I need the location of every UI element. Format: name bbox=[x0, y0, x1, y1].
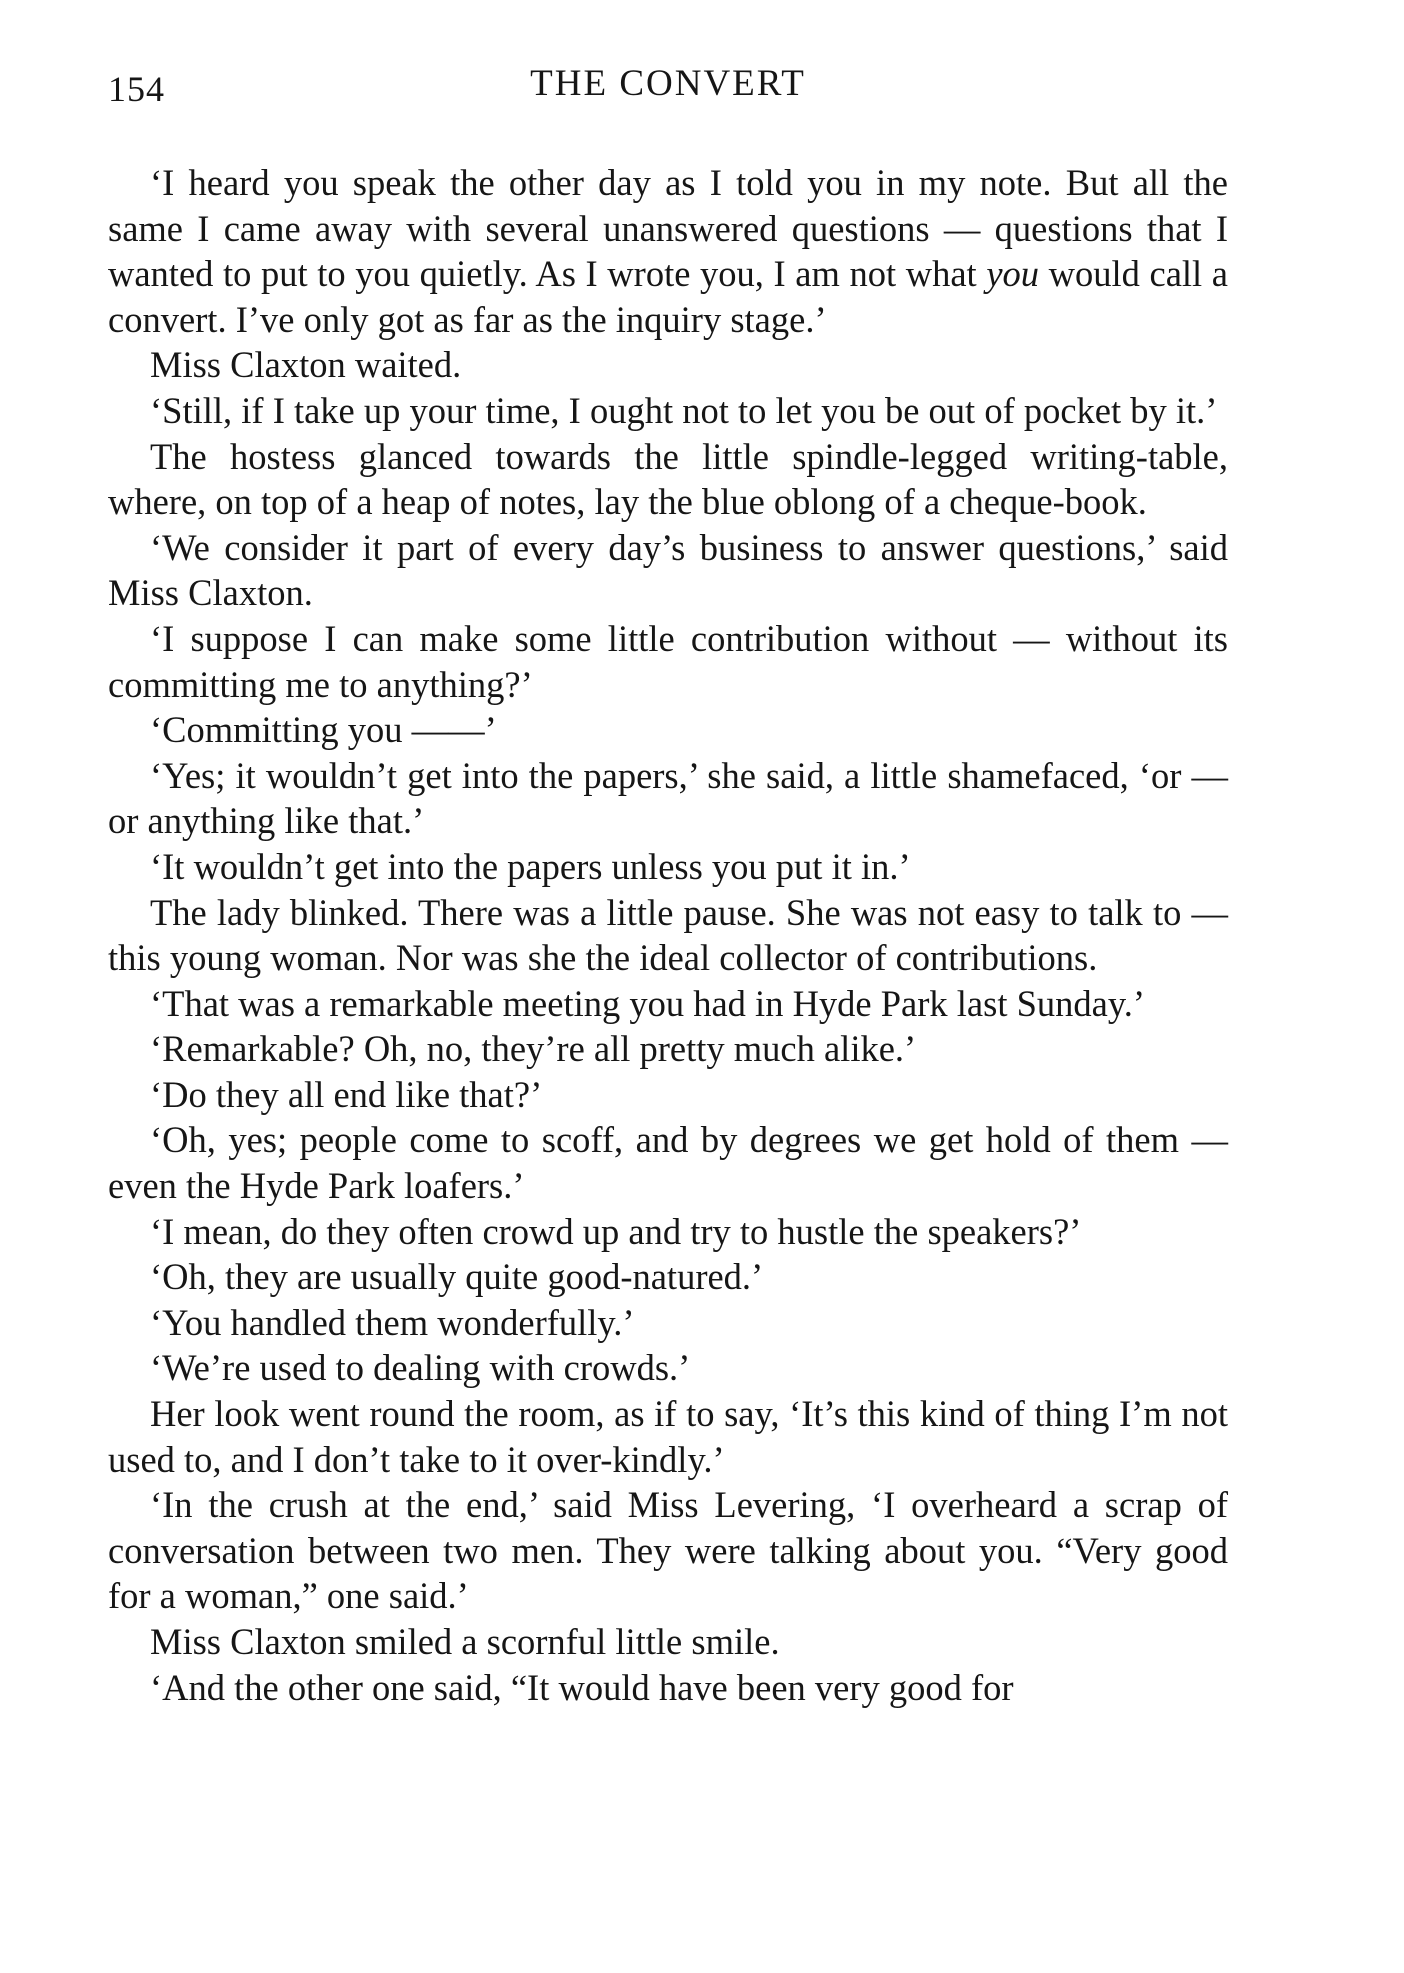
paragraph: Miss Claxton smiled a scornful little smile. bbox=[150, 1621, 780, 1662]
paragraph: ‘Committing you ——’ bbox=[150, 709, 497, 751]
paragraph: The hostess glanced towards the little spindle-legged writing-table, where, on top of a heap of notes, lay the blue oblong of a cheque-book. bbox=[108, 435, 1228, 523]
paragraph: ‘Oh, yes; people come to scoff, and by degrees we get hold of them — even the Hyde Park loafers.’ bbox=[108, 1119, 1228, 1207]
paragraph-1 bbox=[108, 160, 1228, 342]
paragraph: ‘And the other one said, “It would have been very good for bbox=[150, 1666, 1014, 1708]
paragraph: ‘We consider it part of every day’s business to answer questions,’ said Miss Claxton. bbox=[108, 526, 1228, 614]
paragraph: Miss Claxton waited. bbox=[150, 344, 462, 386]
paragraph: ‘We’re used to dealing with crowds.’ bbox=[150, 1347, 691, 1389]
paragraph: Her look went round the room, as if to say, ‘It’s this kind of thing I’m not used to, and I don’t take to it over-kindly.’ bbox=[108, 1393, 1228, 1480]
paragraph: The lady blinked. There was a little pause. She was not easy to talk to — this young woman. Nor was she the ideal collector of contributions. bbox=[108, 891, 1228, 979]
paragraph: ‘Still, if I take up your time, I ought not to let you be out of pocket by it.’ bbox=[150, 389, 1218, 431]
paragraph: ‘In the crush at the end,’ said Miss Levering, ‘I overheard a scrap of conversation between two men. They were talking about you. “Very good for a woman,” one said.’ bbox=[108, 1484, 1228, 1617]
paragraph: ‘Oh, they are usually quite good-natured.’ bbox=[150, 1256, 764, 1298]
body-text bbox=[108, 160, 1228, 1710]
paragraph: ‘That was a remarkable meeting you had in Hyde Park last Sunday.’ bbox=[150, 982, 1145, 1024]
italic-word: you bbox=[986, 253, 1040, 295]
paragraph: ‘Yes; it wouldn’t get into the papers,’ she said, a little shamefaced, ‘or — or anything like that.’ bbox=[108, 754, 1228, 842]
paragraph-1-text: ‘I heard you speak the other day as I told you in my note. But all the same I came away with several unanswered questions — questions that I wanted to put to you quietly. As I wrote you, I am not what bbox=[108, 162, 1228, 295]
paragraph: ‘I mean, do they often crowd up and try to hustle the speakers?’ bbox=[150, 1210, 1082, 1252]
paragraph: ‘It wouldn’t get into the papers unless you put it in.’ bbox=[150, 845, 911, 887]
paragraph: ‘Remarkable? Oh, no, they’re all pretty much alike.’ bbox=[150, 1028, 917, 1070]
paragraph: ‘Do they all end like that?’ bbox=[150, 1073, 543, 1115]
running-head bbox=[108, 62, 1228, 122]
page-number: 154 bbox=[108, 69, 165, 109]
paragraph: ‘I suppose I can make some little contribution without — without its committing me to anything?’ bbox=[108, 617, 1228, 705]
paragraph-1-tail: would call a convert. I’ve only got as far as the inquiry stage.’ bbox=[108, 253, 1228, 340]
running-title: THE CONVERT bbox=[530, 63, 806, 104]
paragraph: ‘You handled them wonderfully.’ bbox=[150, 1301, 635, 1343]
